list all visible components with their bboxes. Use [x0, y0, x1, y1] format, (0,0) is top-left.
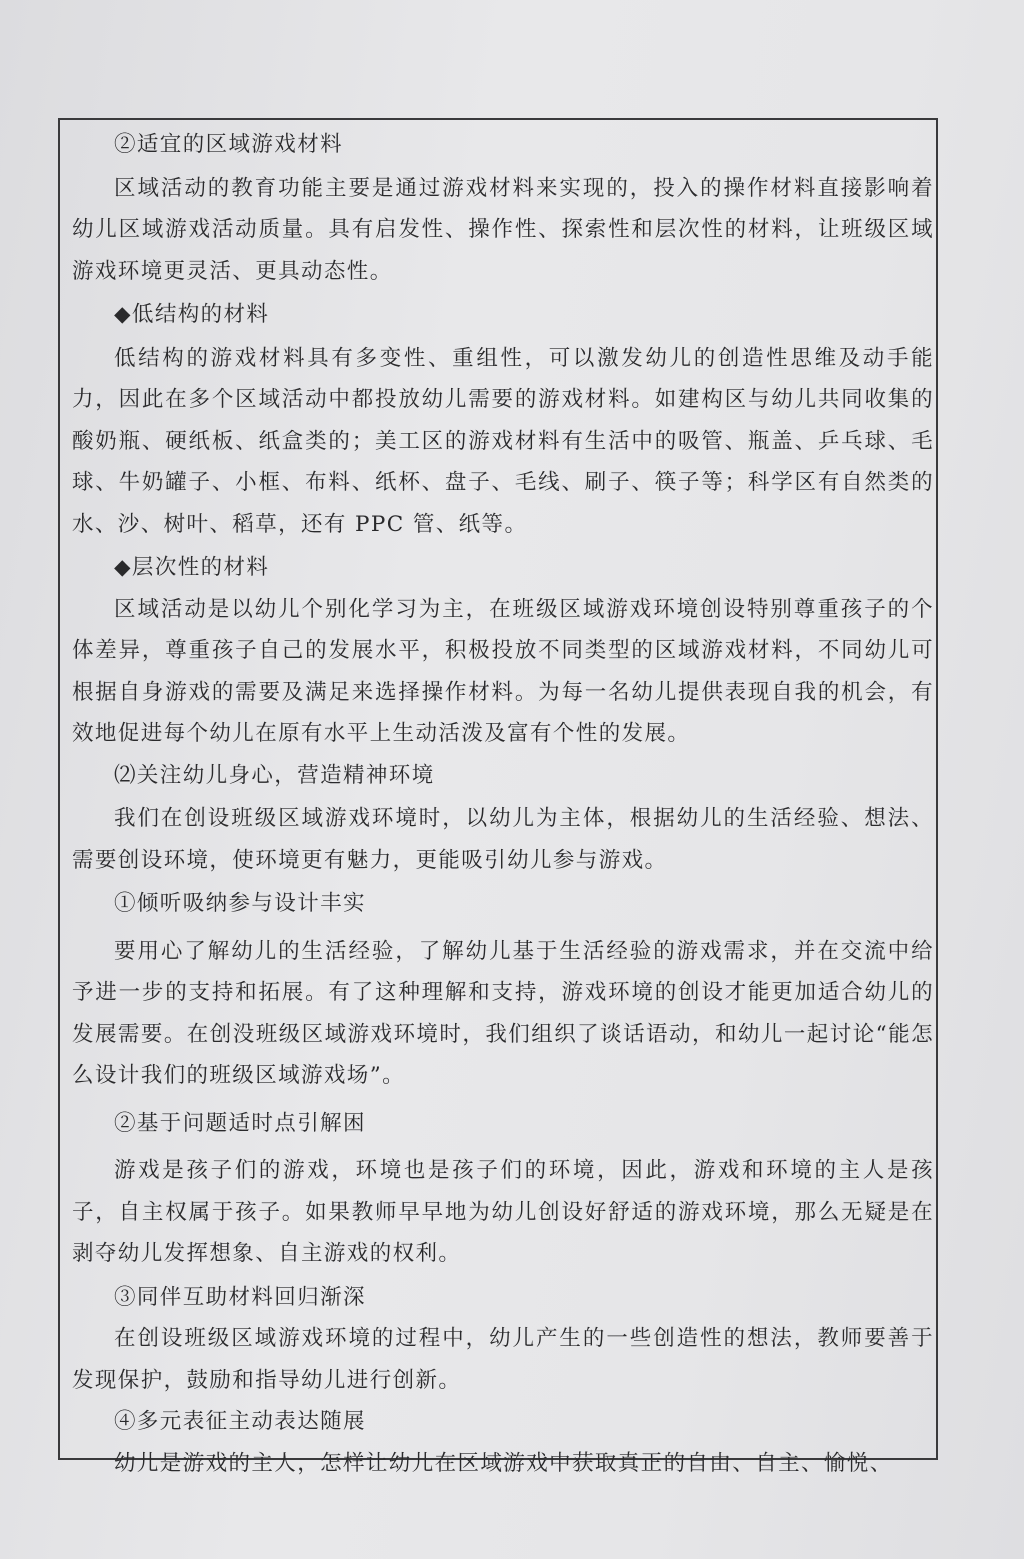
section-heading: ①倾听吸纳参与设计丰实 [114, 891, 366, 916]
body-paragraph: 低结构的游戏材料具有多变性、重组性，可以激发幼儿的创造性思维及动手能力，因此在多个区域活动中都投放幼儿需要的游戏材料。如建构区与幼儿共同收集的酸奶瓶、硬纸板、纸盒类的；美工区的游戏材料有生活中的吸管、瓶盖、乒乓球、毛球、牛奶罐子、小框、布料、纸杯、盘子、毛线、刷子、筷子等；科学区有自然类的水、沙、树叶、稻草，还有 PPC 管、纸等。 [72, 345, 934, 537]
body-paragraph: 要用心了解幼儿的生活经验，了解幼儿基于生活经验的游戏需求，并在交流中给予进一步的支持和拓展。有了这种理解和支持，游戏环境的创设才能更加适合幼儿的发展需要。在创没班级区域游戏环境时，我们组织了谈话语动，和幼儿一起讨论“能怎么设计我们的班级区域游戏场”。 [72, 938, 934, 1088]
section-heading: ◆层次性的材料 [114, 555, 270, 580]
body-paragraph: 我们在创设班级区域游戏环境时，以幼儿为主体，根据幼儿的生活经验、想法、需要创设环境，使环境更有魅力，更能吸引幼儿参与游戏。 [72, 806, 934, 873]
section-heading: ④多元表征主动表达随展 [114, 1409, 366, 1434]
body-paragraph: 区域活动是以幼儿个别化学习为主，在班级区域游戏环境创设特别尊重孩子的个体差异，尊重孩子自己的发展水平，积极投放不同类型的区域游戏材料，不同幼儿可根据自身游戏的需要及满足来选择操作材料。为每一名幼儿提供表现自我的机会，有效地促进每个幼儿在原有水平上生动活泼及富有个性的发展。 [72, 596, 934, 746]
body-paragraph: 游戏是孩子们的游戏，环境也是孩子们的环境，因此，游戏和环境的主人是孩子，自主权属于孩子。如果教师早早地为幼儿创设好舒适的游戏环境，那么无疑是在剥夺幼儿发挥想象、自主游戏的权利。 [72, 1158, 934, 1266]
section-heading: ◆低结构的材料 [114, 302, 270, 327]
body-paragraph: 在创设班级区域游戏环境的过程中，幼儿产生的一些创造性的想法，教师要善于发现保护，鼓励和指导幼儿进行创新。 [72, 1326, 934, 1393]
body-paragraph: 幼儿是游戏的主人，怎样让幼儿在区域游戏中获取真正的自由、自主、愉悦、 [114, 1450, 893, 1476]
document-body [72, 124, 934, 1476]
section-heading: ⑵关注幼儿身心，营造精神环境 [114, 762, 435, 788]
section-heading: ②基于问题适时点引解困 [114, 1110, 366, 1136]
section-heading: ③同伴互助材料回归渐深 [114, 1284, 366, 1310]
section-heading: ②适宜的区域游戏材料 [114, 132, 344, 157]
body-paragraph: 区域活动的教育功能主要是通过游戏材料来实现的，投入的操作材料直接影响着幼儿区域游戏活动质量。具有启发性、操作性、探索性和层次性的材料，让班级区域游戏环境更灵活、更具动态性。 [72, 175, 934, 284]
